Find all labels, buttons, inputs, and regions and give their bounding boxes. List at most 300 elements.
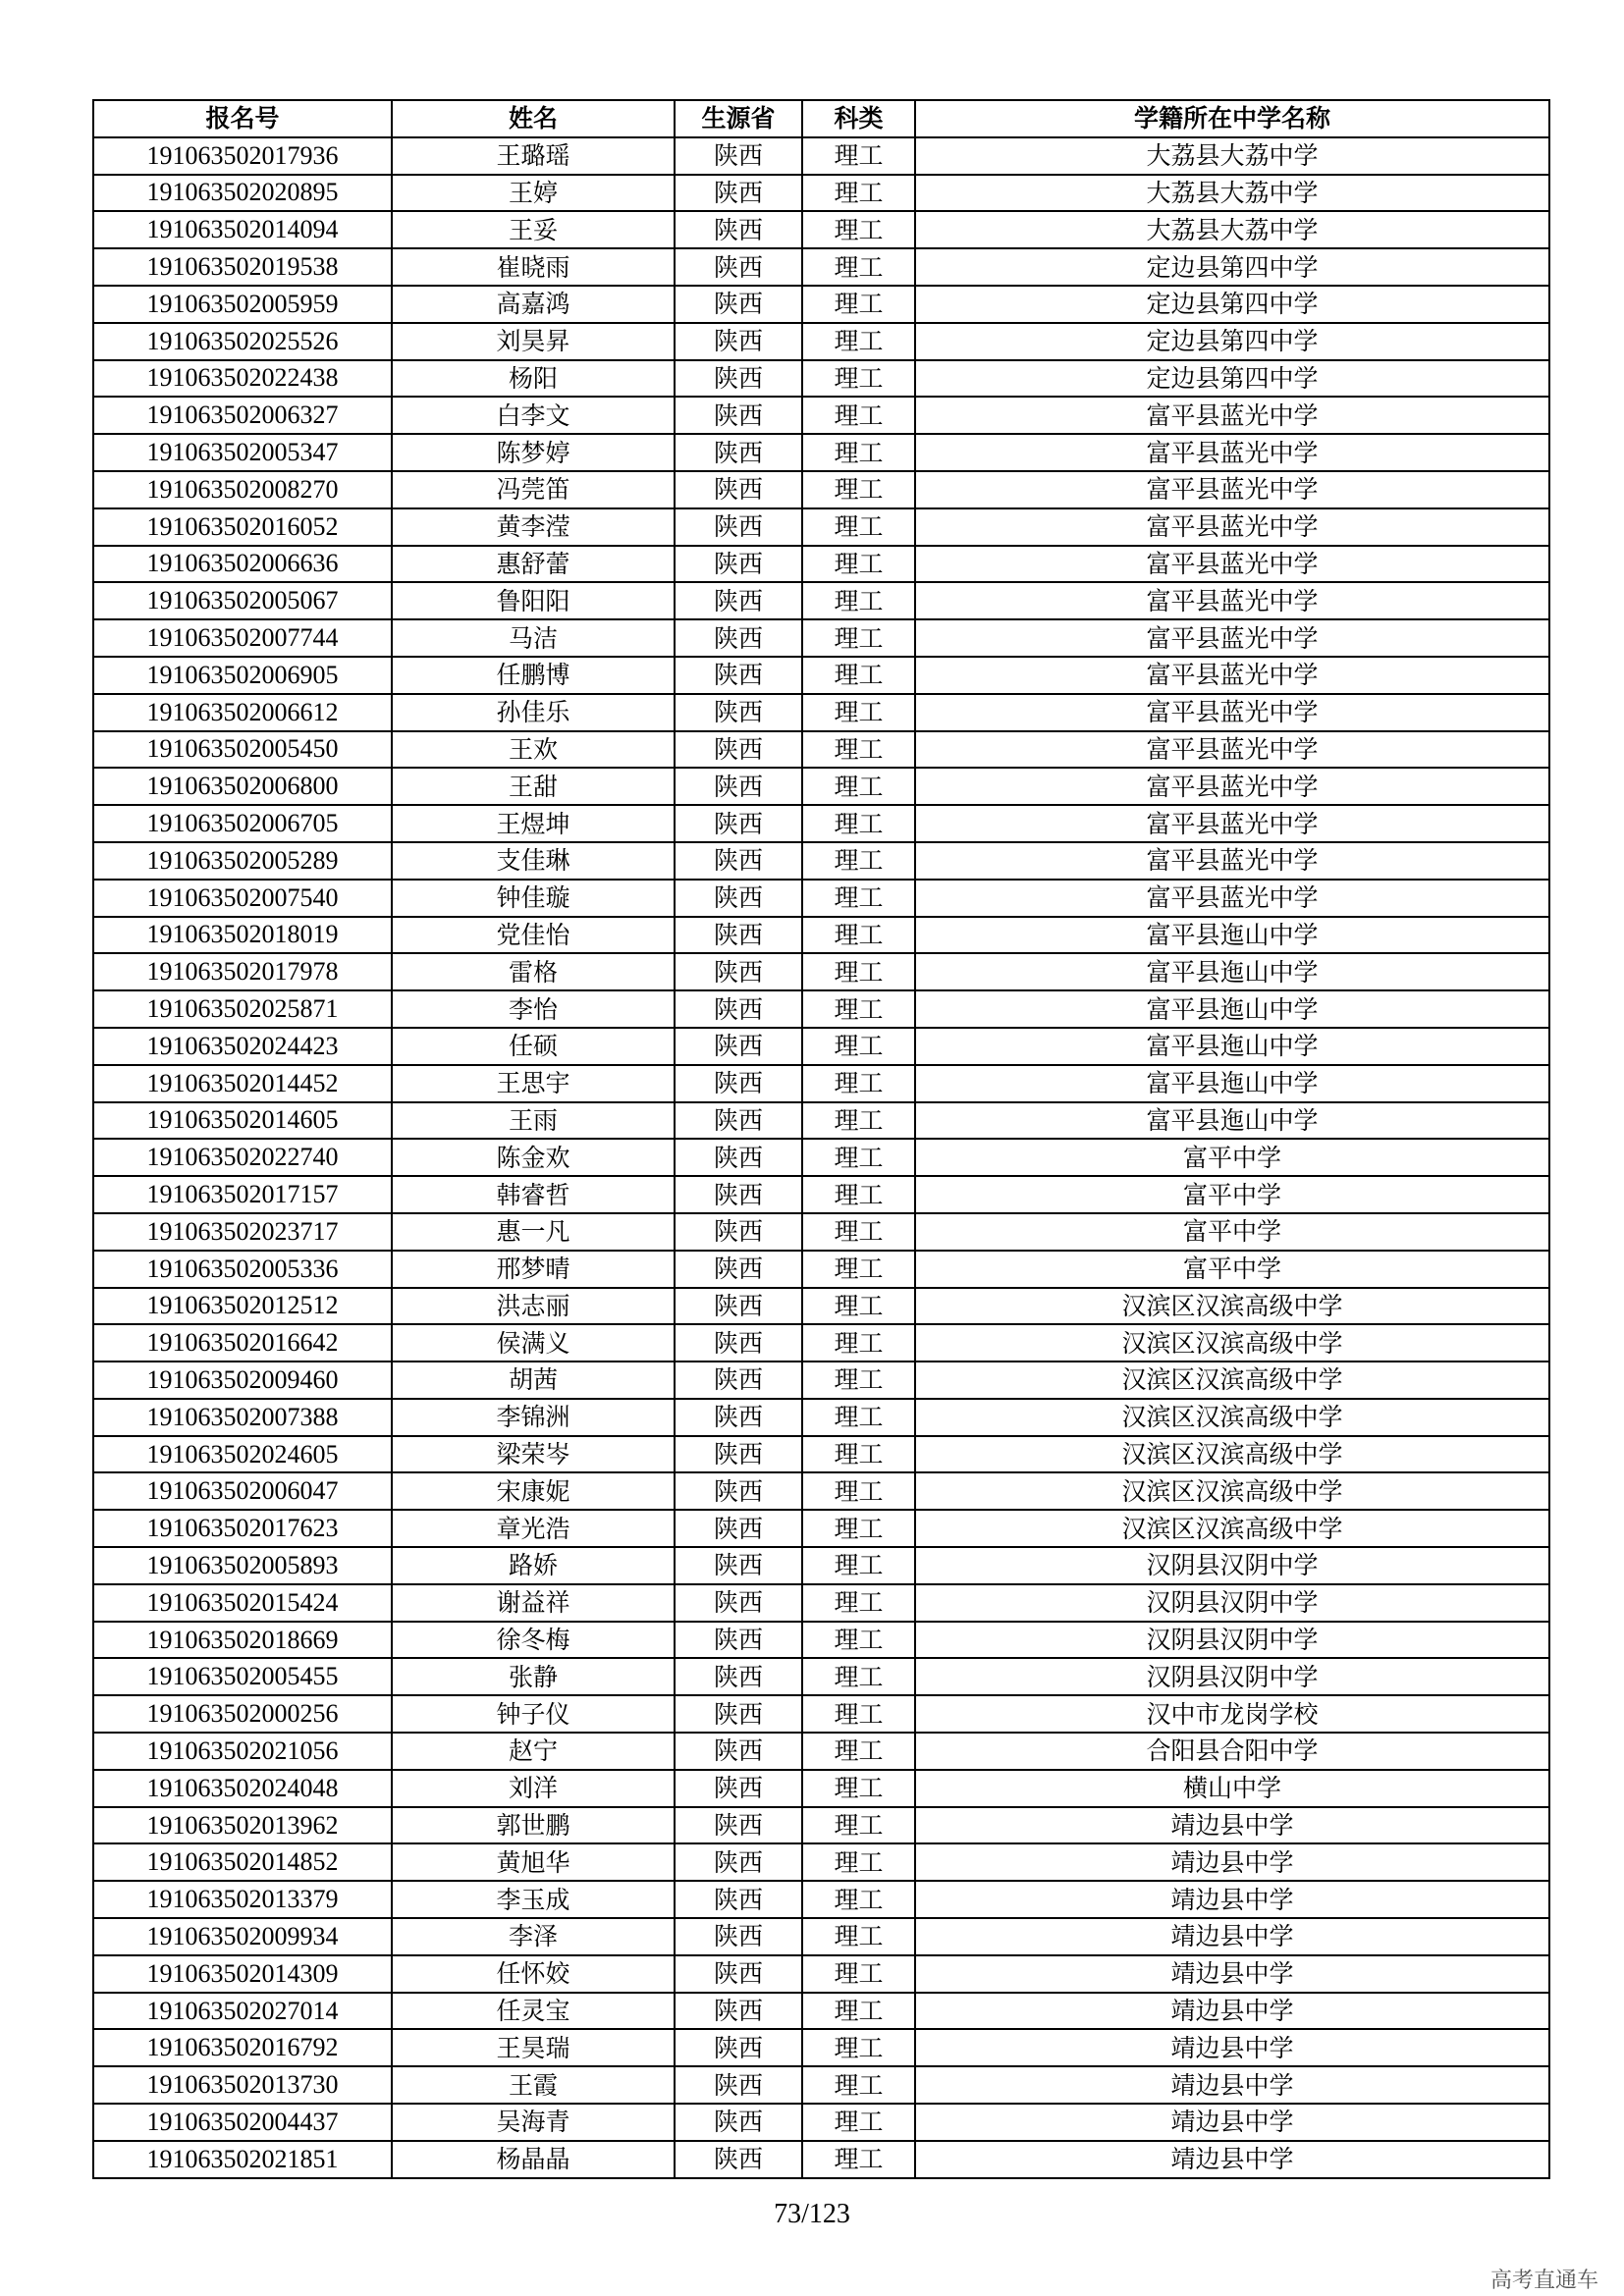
registration-number-cell: 191063502018019 — [93, 917, 392, 954]
table-row — [93, 175, 1549, 212]
table-row — [93, 508, 1549, 546]
province-cell: 陕西 — [675, 731, 802, 769]
name-cell: 惠舒蕾 — [392, 546, 675, 583]
registration-number-cell: 191063502006800 — [93, 768, 392, 805]
category-cell: 理工 — [802, 1733, 915, 1770]
category-cell: 理工 — [802, 397, 915, 434]
table-row — [93, 1807, 1549, 1844]
name-cell: 韩睿哲 — [392, 1176, 675, 1213]
name-cell: 惠一凡 — [392, 1213, 675, 1251]
school-name-cell: 富平县蓝光中学 — [915, 434, 1549, 471]
registration-number-cell: 191063502006327 — [93, 397, 392, 434]
table-row — [93, 1733, 1549, 1770]
province-cell: 陕西 — [675, 1102, 802, 1140]
name-cell: 郭世鹏 — [392, 1807, 675, 1844]
name-cell: 刘洋 — [392, 1770, 675, 1807]
table-row — [93, 1362, 1549, 1399]
table-row — [93, 842, 1549, 880]
province-cell: 陕西 — [675, 211, 802, 248]
registration-number-cell: 191063502005450 — [93, 731, 392, 769]
province-cell: 陕西 — [675, 842, 802, 880]
table-row — [93, 2029, 1549, 2066]
registration-number-cell: 191063502024423 — [93, 1028, 392, 1065]
table-row — [93, 137, 1549, 175]
table-row — [93, 1472, 1549, 1510]
category-cell: 理工 — [802, 694, 915, 731]
header-category: 科类 — [802, 100, 915, 137]
province-cell: 陕西 — [675, 1028, 802, 1065]
name-cell: 雷格 — [392, 953, 675, 990]
table-row — [93, 1584, 1549, 1622]
school-name-cell: 靖边县中学 — [915, 1918, 1549, 1955]
registration-number-cell: 191063502021851 — [93, 2141, 392, 2178]
province-cell: 陕西 — [675, 248, 802, 286]
name-cell: 刘昊昇 — [392, 323, 675, 360]
school-name-cell: 富平县蓝光中学 — [915, 768, 1549, 805]
category-cell: 理工 — [802, 582, 915, 619]
category-cell: 理工 — [802, 1251, 915, 1288]
registration-number-cell: 191063502020895 — [93, 175, 392, 212]
registration-number-cell: 191063502007388 — [93, 1399, 392, 1436]
name-cell: 宋康妮 — [392, 1472, 675, 1510]
registration-number-cell: 191063502014452 — [93, 1065, 392, 1102]
name-cell: 王婷 — [392, 175, 675, 212]
table-row — [93, 731, 1549, 769]
province-cell: 陕西 — [675, 1472, 802, 1510]
province-cell: 陕西 — [675, 768, 802, 805]
table-row — [93, 248, 1549, 286]
school-name-cell: 汉阴县汉阴中学 — [915, 1547, 1549, 1584]
name-cell: 杨晶晶 — [392, 2141, 675, 2178]
name-cell: 黄李滢 — [392, 508, 675, 546]
name-cell: 马洁 — [392, 619, 675, 657]
category-cell: 理工 — [802, 1436, 915, 1473]
province-cell: 陕西 — [675, 1251, 802, 1288]
province-cell: 陕西 — [675, 1993, 802, 2030]
name-cell: 王欢 — [392, 731, 675, 769]
registration-number-cell: 191063502007540 — [93, 880, 392, 917]
school-name-cell: 靖边县中学 — [915, 1881, 1549, 1918]
province-cell: 陕西 — [675, 1510, 802, 1547]
school-name-cell: 富平县蓝光中学 — [915, 582, 1549, 619]
registration-number-cell: 191063502005347 — [93, 434, 392, 471]
school-name-cell: 富平县蓝光中学 — [915, 880, 1549, 917]
name-cell: 王思宇 — [392, 1065, 675, 1102]
table-row — [93, 805, 1549, 842]
name-cell: 任硕 — [392, 1028, 675, 1065]
registration-number-cell: 191063502005959 — [93, 286, 392, 323]
registration-number-cell: 191063502022740 — [93, 1139, 392, 1176]
table-row — [93, 1176, 1549, 1213]
name-cell: 王煜坤 — [392, 805, 675, 842]
header-name: 姓名 — [392, 100, 675, 137]
registration-number-cell: 191063502006047 — [93, 1472, 392, 1510]
category-cell: 理工 — [802, 1658, 915, 1695]
school-name-cell: 定边县第四中学 — [915, 323, 1549, 360]
province-cell: 陕西 — [675, 2066, 802, 2104]
school-name-cell: 汉滨区汉滨高级中学 — [915, 1399, 1549, 1436]
table-row — [93, 1251, 1549, 1288]
name-cell: 李玉成 — [392, 1881, 675, 1918]
registration-number-cell: 191063502017623 — [93, 1510, 392, 1547]
province-cell: 陕西 — [675, 434, 802, 471]
name-cell: 党佳怡 — [392, 917, 675, 954]
watermark: 高考直通车 — [1489, 2269, 1598, 2293]
table-row — [93, 1770, 1549, 1807]
name-cell: 钟佳璇 — [392, 880, 675, 917]
table-row — [93, 1695, 1549, 1733]
school-name-cell: 靖边县中学 — [915, 1843, 1549, 1881]
category-cell: 理工 — [802, 211, 915, 248]
registration-number-cell: 191063502016642 — [93, 1324, 392, 1362]
name-cell: 章光浩 — [392, 1510, 675, 1547]
province-cell: 陕西 — [675, 360, 802, 398]
registration-number-cell: 191063502013962 — [93, 1807, 392, 1844]
header-row — [93, 100, 1549, 137]
school-name-cell: 富平县蓝光中学 — [915, 619, 1549, 657]
province-cell: 陕西 — [675, 1362, 802, 1399]
name-cell: 吴海青 — [392, 2104, 675, 2141]
province-cell: 陕西 — [675, 286, 802, 323]
name-cell: 孙佳乐 — [392, 694, 675, 731]
table-row — [93, 1436, 1549, 1473]
name-cell: 鲁阳阳 — [392, 582, 675, 619]
province-cell: 陕西 — [675, 1955, 802, 1993]
category-cell: 理工 — [802, 1102, 915, 1140]
registration-number-cell: 191063502023717 — [93, 1213, 392, 1251]
table-row — [93, 1843, 1549, 1881]
province-cell: 陕西 — [675, 397, 802, 434]
province-cell: 陕西 — [675, 1622, 802, 1659]
name-cell: 王妥 — [392, 211, 675, 248]
category-cell: 理工 — [802, 1918, 915, 1955]
name-cell: 李锦洲 — [392, 1399, 675, 1436]
table-row — [93, 2141, 1549, 2178]
category-cell: 理工 — [802, 731, 915, 769]
table-row — [93, 1139, 1549, 1176]
registration-number-cell: 191063502014605 — [93, 1102, 392, 1140]
table-row — [93, 1622, 1549, 1659]
school-name-cell: 横山中学 — [915, 1770, 1549, 1807]
name-cell: 支佳琳 — [392, 842, 675, 880]
table-body — [93, 137, 1549, 2178]
header-province: 生源省 — [675, 100, 802, 137]
category-cell: 理工 — [802, 657, 915, 694]
table-row — [93, 1102, 1549, 1140]
registration-number-cell: 191063502024605 — [93, 1436, 392, 1473]
category-cell: 理工 — [802, 805, 915, 842]
category-cell: 理工 — [802, 1622, 915, 1659]
registration-number-cell: 191063502005067 — [93, 582, 392, 619]
registration-number-cell: 191063502000256 — [93, 1695, 392, 1733]
registration-number-cell: 191063502014309 — [93, 1955, 392, 1993]
registration-number-cell: 191063502016052 — [93, 508, 392, 546]
name-cell: 王雨 — [392, 1102, 675, 1140]
province-cell: 陕西 — [675, 1658, 802, 1695]
registration-number-cell: 191063502013730 — [93, 2066, 392, 2104]
name-cell: 侯满义 — [392, 1324, 675, 1362]
category-cell: 理工 — [802, 1176, 915, 1213]
registration-number-cell: 191063502016792 — [93, 2029, 392, 2066]
category-cell: 理工 — [802, 546, 915, 583]
province-cell: 陕西 — [675, 1288, 802, 1325]
category-cell: 理工 — [802, 1955, 915, 1993]
name-cell: 钟子仪 — [392, 1695, 675, 1733]
category-cell: 理工 — [802, 990, 915, 1028]
name-cell: 任怀姣 — [392, 1955, 675, 1993]
province-cell: 陕西 — [675, 1065, 802, 1102]
province-cell: 陕西 — [675, 1770, 802, 1807]
registration-number-cell: 191063502025526 — [93, 323, 392, 360]
name-cell: 高嘉鸿 — [392, 286, 675, 323]
school-name-cell: 汉阴县汉阴中学 — [915, 1658, 1549, 1695]
name-cell: 胡茜 — [392, 1362, 675, 1399]
school-name-cell: 合阳县合阳中学 — [915, 1733, 1549, 1770]
school-name-cell: 大荔县大荔中学 — [915, 211, 1549, 248]
registration-number-cell: 191063502012512 — [93, 1288, 392, 1325]
school-name-cell: 富平县蓝光中学 — [915, 657, 1549, 694]
name-cell: 张静 — [392, 1658, 675, 1695]
table-row — [93, 1213, 1549, 1251]
province-cell: 陕西 — [675, 1213, 802, 1251]
category-cell: 理工 — [802, 323, 915, 360]
province-cell: 陕西 — [675, 1695, 802, 1733]
registration-number-cell: 191063502006612 — [93, 694, 392, 731]
category-cell: 理工 — [802, 1324, 915, 1362]
school-name-cell: 富平县迤山中学 — [915, 1065, 1549, 1102]
registration-number-cell: 191063502018669 — [93, 1622, 392, 1659]
table-row — [93, 990, 1549, 1028]
category-cell: 理工 — [802, 880, 915, 917]
registration-number-cell: 191063502005893 — [93, 1547, 392, 1584]
name-cell: 李泽 — [392, 1918, 675, 1955]
category-cell: 理工 — [802, 434, 915, 471]
category-cell: 理工 — [802, 1881, 915, 1918]
province-cell: 陕西 — [675, 2029, 802, 2066]
page-number: 73/123 — [774, 2199, 850, 2229]
school-name-cell: 富平县蓝光中学 — [915, 508, 1549, 546]
school-name-cell: 汉阴县汉阴中学 — [915, 1584, 1549, 1622]
province-cell: 陕西 — [675, 1547, 802, 1584]
school-name-cell: 汉滨区汉滨高级中学 — [915, 1436, 1549, 1473]
category-cell: 理工 — [802, 1399, 915, 1436]
category-cell: 理工 — [802, 1695, 915, 1733]
province-cell: 陕西 — [675, 694, 802, 731]
registration-number-cell: 191063502027014 — [93, 1993, 392, 2030]
registration-number-cell: 191063502005455 — [93, 1658, 392, 1695]
school-name-cell: 富平县蓝光中学 — [915, 546, 1549, 583]
province-cell: 陕西 — [675, 1584, 802, 1622]
table-row — [93, 1918, 1549, 1955]
table-row — [93, 582, 1549, 619]
province-cell: 陕西 — [675, 1399, 802, 1436]
school-name-cell: 大荔县大荔中学 — [915, 137, 1549, 175]
category-cell: 理工 — [802, 2066, 915, 2104]
registration-number-cell: 191063502019538 — [93, 248, 392, 286]
registration-number-cell: 191063502006636 — [93, 546, 392, 583]
province-cell: 陕西 — [675, 2104, 802, 2141]
category-cell: 理工 — [802, 917, 915, 954]
province-cell: 陕西 — [675, 546, 802, 583]
school-name-cell: 富平中学 — [915, 1176, 1549, 1213]
category-cell: 理工 — [802, 1028, 915, 1065]
registration-number-cell: 191063502014094 — [93, 211, 392, 248]
name-cell: 崔晓雨 — [392, 248, 675, 286]
category-cell: 理工 — [802, 2141, 915, 2178]
table-row — [93, 397, 1549, 434]
table-row — [93, 471, 1549, 508]
province-cell: 陕西 — [675, 323, 802, 360]
category-cell: 理工 — [802, 1807, 915, 1844]
table-row — [93, 1324, 1549, 1362]
registration-number-cell: 191063502007744 — [93, 619, 392, 657]
province-cell: 陕西 — [675, 619, 802, 657]
header-school-name: 学籍所在中学名称 — [915, 100, 1549, 137]
table-row — [93, 1510, 1549, 1547]
school-name-cell: 富平县迤山中学 — [915, 917, 1549, 954]
registration-number-cell: 191063502021056 — [93, 1733, 392, 1770]
name-cell: 任灵宝 — [392, 1993, 675, 2030]
table-header — [93, 100, 1549, 137]
table-row — [93, 1658, 1549, 1695]
name-cell: 冯莞笛 — [392, 471, 675, 508]
school-name-cell: 汉滨区汉滨高级中学 — [915, 1362, 1549, 1399]
category-cell: 理工 — [802, 768, 915, 805]
category-cell: 理工 — [802, 953, 915, 990]
name-cell: 王璐瑶 — [392, 137, 675, 175]
table-row — [93, 1288, 1549, 1325]
name-cell: 王甜 — [392, 768, 675, 805]
school-name-cell: 富平县蓝光中学 — [915, 731, 1549, 769]
name-cell: 洪志丽 — [392, 1288, 675, 1325]
table-row — [93, 2066, 1549, 2104]
province-cell: 陕西 — [675, 1436, 802, 1473]
province-cell: 陕西 — [675, 1139, 802, 1176]
province-cell: 陕西 — [675, 175, 802, 212]
registration-number-cell: 191063502009460 — [93, 1362, 392, 1399]
school-name-cell: 富平县蓝光中学 — [915, 694, 1549, 731]
registration-number-cell: 191063502008270 — [93, 471, 392, 508]
table-row — [93, 953, 1549, 990]
category-cell: 理工 — [802, 175, 915, 212]
province-cell: 陕西 — [675, 990, 802, 1028]
school-name-cell: 富平中学 — [915, 1139, 1549, 1176]
category-cell: 理工 — [802, 248, 915, 286]
category-cell: 理工 — [802, 137, 915, 175]
registration-number-cell: 191063502013379 — [93, 1881, 392, 1918]
province-cell: 陕西 — [675, 1918, 802, 1955]
category-cell: 理工 — [802, 1510, 915, 1547]
category-cell: 理工 — [802, 1288, 915, 1325]
school-name-cell: 汉滨区汉滨高级中学 — [915, 1324, 1549, 1362]
table-row — [93, 1547, 1549, 1584]
registration-number-cell: 191063502022438 — [93, 360, 392, 398]
registration-number-cell: 191063502017936 — [93, 137, 392, 175]
category-cell: 理工 — [802, 471, 915, 508]
registration-number-cell: 191063502014852 — [93, 1843, 392, 1881]
name-cell: 白李文 — [392, 397, 675, 434]
name-cell: 黄旭华 — [392, 1843, 675, 1881]
table-row — [93, 657, 1549, 694]
province-cell: 陕西 — [675, 880, 802, 917]
province-cell: 陕西 — [675, 2141, 802, 2178]
school-name-cell: 大荔县大荔中学 — [915, 175, 1549, 212]
category-cell: 理工 — [802, 286, 915, 323]
table-row — [93, 1993, 1549, 2030]
name-cell: 陈金欢 — [392, 1139, 675, 1176]
table-row — [93, 917, 1549, 954]
table-row — [93, 1955, 1549, 1993]
school-name-cell: 富平县蓝光中学 — [915, 397, 1549, 434]
category-cell: 理工 — [802, 842, 915, 880]
category-cell: 理工 — [802, 1843, 915, 1881]
table-row — [93, 1399, 1549, 1436]
name-cell: 赵宁 — [392, 1733, 675, 1770]
name-cell: 路娇 — [392, 1547, 675, 1584]
category-cell: 理工 — [802, 1472, 915, 1510]
school-name-cell: 汉滨区汉滨高级中学 — [915, 1288, 1549, 1325]
province-cell: 陕西 — [675, 1843, 802, 1881]
school-name-cell: 富平县迤山中学 — [915, 953, 1549, 990]
table-row — [93, 768, 1549, 805]
school-name-cell: 汉滨区汉滨高级中学 — [915, 1472, 1549, 1510]
table-row — [93, 619, 1549, 657]
registration-number-cell: 191063502009934 — [93, 1918, 392, 1955]
province-cell: 陕西 — [675, 805, 802, 842]
table-row — [93, 1028, 1549, 1065]
table-row — [93, 434, 1549, 471]
province-cell: 陕西 — [675, 657, 802, 694]
province-cell: 陕西 — [675, 508, 802, 546]
category-cell: 理工 — [802, 1584, 915, 1622]
category-cell: 理工 — [802, 1065, 915, 1102]
registration-number-cell: 191063502015424 — [93, 1584, 392, 1622]
province-cell: 陕西 — [675, 582, 802, 619]
registration-number-cell: 191063502004437 — [93, 2104, 392, 2141]
province-cell: 陕西 — [675, 1807, 802, 1844]
registration-number-cell: 191063502025871 — [93, 990, 392, 1028]
registration-number-cell: 191063502005289 — [93, 842, 392, 880]
table-row — [93, 546, 1549, 583]
school-name-cell: 靖边县中学 — [915, 1955, 1549, 1993]
name-cell: 王霞 — [392, 2066, 675, 2104]
province-cell: 陕西 — [675, 471, 802, 508]
province-cell: 陕西 — [675, 137, 802, 175]
school-name-cell: 靖边县中学 — [915, 1993, 1549, 2030]
category-cell: 理工 — [802, 1547, 915, 1584]
category-cell: 理工 — [802, 2029, 915, 2066]
school-name-cell: 富平县蓝光中学 — [915, 842, 1549, 880]
province-cell: 陕西 — [675, 1881, 802, 1918]
name-cell: 杨阳 — [392, 360, 675, 398]
category-cell: 理工 — [802, 508, 915, 546]
table-row — [93, 323, 1549, 360]
category-cell: 理工 — [802, 1362, 915, 1399]
province-cell: 陕西 — [675, 1733, 802, 1770]
table-row — [93, 211, 1549, 248]
school-name-cell: 汉阴县汉阴中学 — [915, 1622, 1549, 1659]
school-name-cell: 富平县迤山中学 — [915, 1028, 1549, 1065]
name-cell: 邢梦晴 — [392, 1251, 675, 1288]
province-cell: 陕西 — [675, 953, 802, 990]
table-row — [93, 880, 1549, 917]
school-name-cell: 富平县迤山中学 — [915, 990, 1549, 1028]
category-cell: 理工 — [802, 1770, 915, 1807]
school-name-cell: 靖边县中学 — [915, 2066, 1549, 2104]
table-row — [93, 1881, 1549, 1918]
school-name-cell: 靖边县中学 — [915, 2141, 1549, 2178]
registration-number-cell: 191063502024048 — [93, 1770, 392, 1807]
